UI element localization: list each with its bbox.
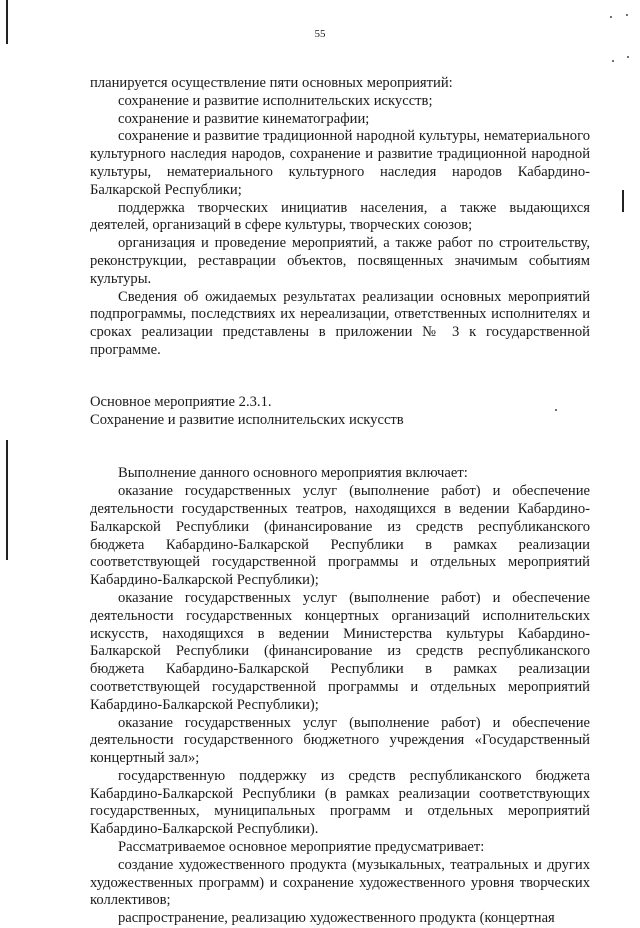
scan-margin-mark-top: [6, 0, 8, 44]
paragraph: Выполнение данного основного мероприятия включает:: [118, 465, 468, 482]
paragraph: оказание государственных услуг (выполнение работ) и обеспечение деятельности государственного бюджетного учреждения «Государственный концертный зал»;: [90, 714, 590, 767]
paragraph: создание художественного продукта (музыкальных, театральных и других художественных программ) и сохранение художественного уровня творческих коллективов;: [90, 856, 590, 909]
paragraph: сохранение и развитие традиционной народной культуры, нематериального культурного наследия народов, сохранение и развитие традиционной народной культуры, нематериального культурного наследия народов Кабардино-Балкарской Республики;: [90, 128, 590, 198]
paragraph: планируется осуществление пяти основных мероприятий:: [90, 75, 453, 91]
section-title: Основное мероприятие 2.3.1.: [90, 393, 272, 410]
paragraph: оказание государственных услуг (выполнение работ) и обеспечение деятельности государственных театров, находящихся в ведении Кабардино-Балкарской Республики (финансирование из средств республиканского бюджета Кабардино-Балкарской Республики в рамках реализации соответствующей государственной программы и отдельных мероприятий Кабардино-Балкарской Республики);: [90, 483, 590, 589]
scan-margin-mark-right: [622, 190, 624, 212]
paragraph: оказание государственных услуг (выполнение работ) и обеспечение деятельности государственных концертных организаций исполнительских искусств, находящихся в ведении Министерства культуры Кабардино-Балкарской Республики (финансирование из средств республиканского бюджета Кабардино-Балкарской Республики в рамках реализации соответствующей государственной программы и отдельных мероприятий Кабардино-Балкарской Республики);: [90, 589, 590, 713]
paragraph: распространение, реализацию художественного продукта (концертная: [118, 910, 555, 927]
scan-speck: [610, 16, 612, 18]
scan-margin-mark-bottom: [6, 440, 8, 560]
paragraph: Рассматриваемое основное мероприятие предусматривает:: [118, 839, 485, 856]
paragraphs-bottom: [90, 465, 590, 928]
scan-speck: [626, 14, 628, 16]
scan-speck: [612, 60, 614, 62]
page-number: 55: [314, 28, 326, 40]
paragraph: сохранение и развитие исполнительских искусств;: [118, 92, 433, 109]
document-body: [90, 75, 590, 928]
paragraph: поддержка творческих инициатив населения, а также выдающихся деятелей, организаций в сфере культуры, творческих союзов;: [90, 199, 590, 234]
section-subtitle: Сохранение и развитие исполнительских искусств: [90, 411, 404, 428]
paragraph: государственную поддержку из средств республиканского бюджета Кабардино-Балкарской Республики (в рамках реализации соответствующих государственных, муниципальных программ и отдельных мероприятий Кабардино-Балкарской Республики).: [90, 767, 590, 838]
paragraph: сохранение и развитие кинематографии;: [118, 110, 370, 127]
paragraphs-top: [90, 75, 590, 360]
scan-speck: [627, 56, 629, 58]
paragraph: Сведения об ожидаемых результатах реализации основных мероприятий подпрограммы, последствиях их нереализации, ответственных исполнителях и сроках реализации представлены в приложении № 3 к государственной программе.: [90, 288, 590, 358]
paragraph: организация и проведение мероприятий, а также работ по строительству, реконструкции, реставрации объектов, посвященных значимым событиям культуры.: [90, 235, 590, 287]
